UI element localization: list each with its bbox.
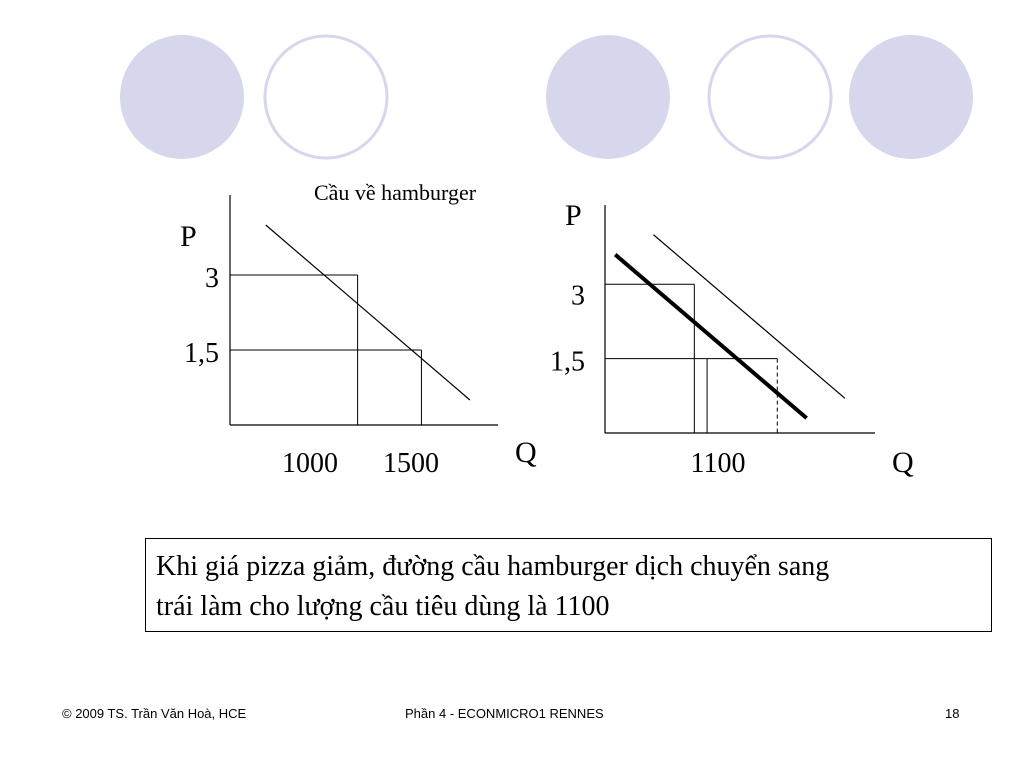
footer-copyright: © 2009 TS. Trần Văn Hoà, HCE	[62, 706, 247, 721]
y-tick-label-0: 3	[205, 263, 219, 294]
demand-line-shifted-demand	[615, 255, 806, 419]
demand-line-original-demand	[653, 235, 844, 399]
y-axis-label: P	[180, 220, 197, 253]
x-tick-label-0: 1100	[690, 448, 746, 479]
y-tick-label-0: 3	[571, 280, 585, 312]
y-axis-label: P	[565, 199, 582, 232]
x-axis-label: Q	[515, 436, 537, 469]
footer-course: Phần 4 - ECONMICRO1 RENNES	[405, 706, 604, 721]
explanation-line-2: trái làm cho lượng cầu tiêu dùng là 1100	[156, 591, 610, 622]
demand-line-demand	[266, 225, 470, 400]
explanation-box	[145, 538, 992, 632]
chart-title: Cầu về hamburger	[313, 180, 477, 205]
footer-page-number: 18	[945, 706, 960, 721]
y-tick-label-1: 1,5	[184, 338, 219, 369]
y-tick-label-1: 1,5	[550, 346, 585, 378]
x-axis-label: Q	[892, 446, 914, 479]
chart-left-hamburger-demand	[180, 180, 537, 479]
explanation-line-1: Khi giá pizza giảm, đường cầu hamburger dịch chuyển sang	[156, 551, 830, 582]
chart-right-shifted-demand	[550, 199, 914, 479]
x-tick-label-1: 1500	[383, 448, 439, 479]
x-tick-label-0: 1000	[282, 448, 338, 479]
